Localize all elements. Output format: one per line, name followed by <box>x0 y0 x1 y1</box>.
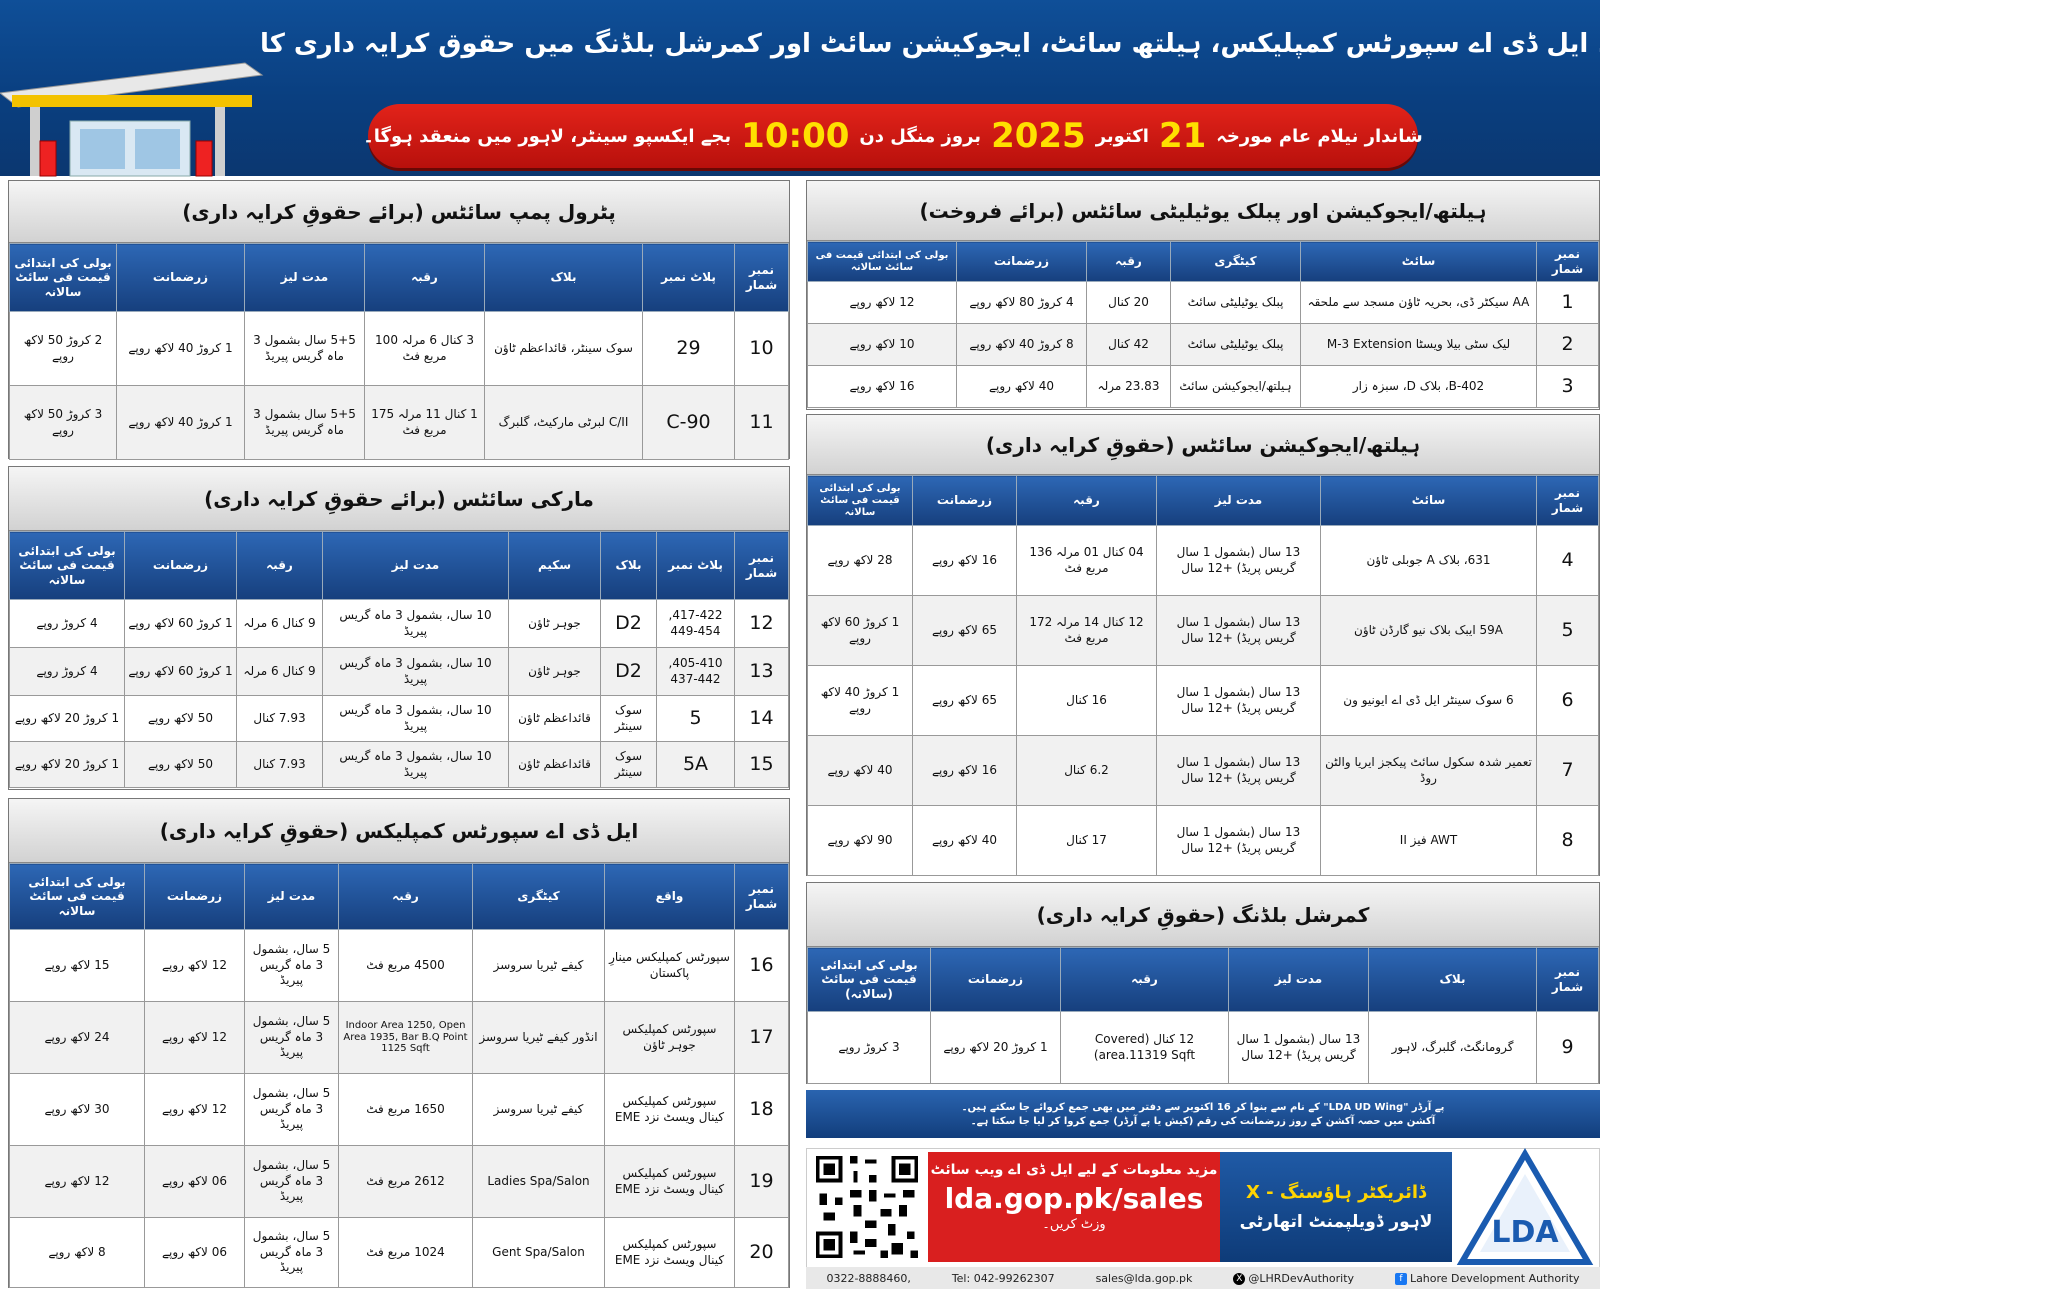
cell: 14 <box>735 696 789 742</box>
col-header: بولی کی ابتدائی قیمت فی سائٹ سالانہ <box>808 476 913 526</box>
cell: سپورٹس کمپلیکس جوہر ٹاؤن <box>605 1002 735 1074</box>
cell: 9 کنال 6 مرلہ <box>237 648 323 696</box>
col-header: نمبر شمار <box>1537 476 1599 526</box>
table-row <box>808 366 1599 408</box>
cell: 04 کنال 01 مرلہ 136 مربع فٹ <box>1017 526 1157 596</box>
health-education-table <box>807 475 1599 876</box>
contact-bar <box>806 1267 1600 1289</box>
auction-time: 10:00 <box>741 116 850 156</box>
cell: 9 <box>1537 1012 1599 1084</box>
auction-prefix: شاندار نیلام عام مورخہ <box>1216 125 1423 147</box>
cell: 65 لاکھ روپے <box>913 666 1017 736</box>
table-row <box>10 742 789 788</box>
cell: 13 سال (بشمول 1 سال گریس پریڈ) +12 سال <box>1229 1012 1369 1084</box>
panel-title: ہیلتھ/ایجوکیشن سائٹس (حقوقِ کرایہ داری) <box>807 415 1599 475</box>
commercial-table <box>807 947 1599 1084</box>
cell: 1 <box>1537 282 1599 324</box>
cell: AA سیکٹر ڈی، بحریہ ٹاؤن مسجد سے ملحقہ <box>1301 282 1537 324</box>
table-row <box>10 696 789 742</box>
cell: 12 لاکھ روپے <box>145 930 245 1002</box>
sports-complex-panel <box>8 798 790 1288</box>
table-row <box>10 930 789 1002</box>
cell: 12 <box>735 600 789 648</box>
x-handle-text: @LHRDevAuthority <box>1248 1271 1355 1285</box>
cell: سپورٹس کمپلیکس کینال ویسٹ نزد EME <box>605 1074 735 1146</box>
cell: پبلک یوٹیلیٹی سائٹ <box>1171 282 1301 324</box>
cell: انڈور کیفے ٹیریا سروسز <box>473 1002 605 1074</box>
cell: 1 کروڑ 40 لاکھ روپے <box>117 386 245 460</box>
col-header: نمبر شمار <box>1537 948 1599 1012</box>
facebook-page[interactable] <box>1395 1272 1580 1285</box>
col-header: بلاک <box>1369 948 1537 1012</box>
col-header: رقبہ <box>339 864 473 930</box>
cell: D2 <box>601 648 657 696</box>
x-icon: X <box>1233 1273 1245 1285</box>
cell: کیفے ٹیریا سروسز <box>473 930 605 1002</box>
col-header: زرضمانت <box>145 864 245 930</box>
cell: 7.93 کنال <box>237 742 323 788</box>
cell: تعمیر شدہ سکول سائٹ پیکجز ایریا والٹن روڈ <box>1321 736 1537 806</box>
table-header-row <box>10 864 789 930</box>
cell: 12 لاکھ روپے <box>808 282 957 324</box>
col-header: پلاٹ نمبر <box>643 244 735 312</box>
cell: 16 لاکھ روپے <box>913 736 1017 806</box>
cell: 10 سال، بشمول 3 ماہ گریس پیریڈ <box>323 600 509 648</box>
col-header: سائٹ <box>1321 476 1537 526</box>
cell: 13 سال (بشمول 1 سال گریس پریڈ) +12 سال <box>1157 736 1321 806</box>
x-handle[interactable] <box>1233 1272 1354 1285</box>
facebook-icon: f <box>1395 1273 1407 1285</box>
cell: 6.2 کنال <box>1017 736 1157 806</box>
table-row <box>10 1146 789 1218</box>
marquee-table <box>9 531 789 788</box>
table-header-row <box>808 948 1599 1012</box>
table-row <box>10 1074 789 1146</box>
cell: 30 لاکھ روپے <box>10 1074 145 1146</box>
cell: 417-422, 449-454 <box>657 600 735 648</box>
sports-table <box>9 863 789 1288</box>
cell: 40 لاکھ روپے <box>913 806 1017 876</box>
col-header: سائٹ <box>1301 242 1537 282</box>
cell: 3 کنال 6 مرلہ 100 مربع فٹ <box>365 312 485 386</box>
cell: 5 سال، بشمول 3 ماہ گریس پیریڈ <box>245 930 339 1002</box>
cell: 5 <box>1537 596 1599 666</box>
col-header: بولی کی ابتدائی قیمت فی سائٹ (سالانہ) <box>808 948 931 1012</box>
telephone-number[interactable]: Tel: 042-99262307 <box>951 1271 1055 1285</box>
panel-title: پٹرول پمپ سائٹس (برائے حقوقِ کرایہ داری) <box>9 181 789 243</box>
cell: 06 لاکھ روپے <box>145 1218 245 1288</box>
cell: 10 لاکھ روپے <box>808 324 957 366</box>
cell: 3 کروڑ 50 لاکھ روپے <box>10 386 117 460</box>
cell: 12 لاکھ روپے <box>145 1002 245 1074</box>
col-header: بولی کی ابتدائی قیمت فی سائٹ سالانہ <box>10 532 125 600</box>
table-row <box>808 596 1599 666</box>
cell: 7 <box>1537 736 1599 806</box>
cell: 20 <box>735 1218 789 1288</box>
cell: 12 لاکھ روپے <box>145 1074 245 1146</box>
qr-code-icon[interactable] <box>812 1152 922 1262</box>
cell: 8 لاکھ روپے <box>10 1218 145 1288</box>
panel-title: مارکی سائٹس (برائے حقوقِ کرایہ داری) <box>9 467 789 531</box>
col-header: نمبر شمار <box>1537 242 1599 282</box>
cell: 4500 مربع فٹ <box>339 930 473 1002</box>
cell: 16 کنال <box>1017 666 1157 736</box>
cell: 11 <box>735 386 789 460</box>
cell: 4 <box>1537 526 1599 596</box>
cell: 1 کروڑ 60 لاکھ روپے <box>125 648 237 696</box>
website-prompt: مزید معلومات کے لیے ایل ڈی اے ویب سائٹ <box>930 1162 1218 1178</box>
cell: 13 <box>735 648 789 696</box>
health-public-utility-panel <box>806 180 1600 410</box>
col-header: مدت لیز <box>245 244 365 312</box>
cell: Ladies Spa/Salon <box>473 1146 605 1218</box>
cell: 5 سال، بشمول 3 ماہ گریس پیریڈ <box>245 1146 339 1218</box>
cell: 5A <box>657 742 735 788</box>
cell: 1024 مربع فٹ <box>339 1218 473 1288</box>
cell: قائداعظم ٹاؤن <box>509 696 601 742</box>
col-header: مدت لیز <box>323 532 509 600</box>
cell: 40 لاکھ روپے <box>808 736 913 806</box>
table-header-row <box>808 476 1599 526</box>
banner-title: پیٹرول پمپ سائٹس، مارکی سائٹس، ایل ڈی اے سپورٹس کمپلیکس، ہیلتھ سائٹ، ایجوکیشن سائٹ اور کمرشل بلڈنگ میں حقوق کرایہ داری کا <box>260 29 2061 59</box>
director-box <box>1220 1152 1452 1262</box>
cell: 4 کروڑ روپے <box>10 648 125 696</box>
cell: سوک سینٹر <box>601 696 657 742</box>
cell: 4 کروڑ 80 لاکھ روپے <box>957 282 1087 324</box>
cell: 402-B، بلاک D، سبزہ زار <box>1301 366 1537 408</box>
cell: 17 <box>735 1002 789 1074</box>
table-row <box>10 600 789 648</box>
cell: 28 لاکھ روپے <box>808 526 913 596</box>
col-header: نمبر شمار <box>735 864 789 930</box>
table-row <box>10 386 789 460</box>
col-header: زرضمانت <box>931 948 1061 1012</box>
cell: 1 کروڑ 40 لاکھ روپے <box>808 666 913 736</box>
table-row <box>808 526 1599 596</box>
col-header: رقبہ <box>1087 242 1171 282</box>
cell: 13 سال (بشمول 1 سال گریس پریڈ) +12 سال <box>1157 526 1321 596</box>
cell: 4 کروڑ روپے <box>10 600 125 648</box>
note-line-2: آکشن میں حصہ آکشن کے روز زرضمانت کی رقم (کیش یا پے آرڈر) جمع کروا کر لیا جا سکتا ہے۔ <box>970 1115 1436 1127</box>
cell: 16 <box>735 930 789 1002</box>
email-address[interactable]: sales@lda.gop.pk <box>1095 1271 1193 1285</box>
note-line-1: پے آرڈر "LDA UD Wing" کے نام سے بنوا کر 16 اکتوبر سے دفتر میں بھی جمع کروائے جا سکتے ہیں۔ <box>961 1101 1445 1113</box>
cell: 29 <box>643 312 735 386</box>
cell: 2 <box>1537 324 1599 366</box>
table-row <box>10 1002 789 1074</box>
table-row <box>808 282 1599 324</box>
cell: 5 سال، بشمول 3 ماہ گریس پیریڈ <box>245 1002 339 1074</box>
cell: 10 <box>735 312 789 386</box>
cell: 19 <box>735 1146 789 1218</box>
auction-day-text: بروز منگل دن <box>859 125 982 147</box>
col-header: رقبہ <box>1017 476 1157 526</box>
cell: سوک سینٹر، قائداعظم ٹاؤن <box>485 312 643 386</box>
cell: 18 <box>735 1074 789 1146</box>
website-visit: وزٹ کریں۔ <box>1042 1217 1106 1232</box>
cell: ہیلتھ/ایجوکیشن سائٹ <box>1171 366 1301 408</box>
website-box <box>928 1152 1220 1262</box>
cell: 06 لاکھ روپے <box>145 1146 245 1218</box>
table-row <box>808 736 1599 806</box>
cell: 1650 مربع فٹ <box>339 1074 473 1146</box>
director-title: ڈائریکٹر ہاؤسنگ - X <box>1245 1182 1427 1203</box>
col-header: نمبر شمار <box>735 244 789 312</box>
cell: 50 لاکھ روپے <box>125 696 237 742</box>
panel-title: ہیلتھ/ایجوکیشن اور پبلک یوٹیلیٹی سائٹس (برائے فروخت) <box>807 181 1599 241</box>
cell: 6 <box>1537 666 1599 736</box>
col-header: پلاٹ نمبر <box>657 532 735 600</box>
table-row <box>10 312 789 386</box>
cell: 13 سال (بشمول 1 سال گریس پریڈ) +12 سال <box>1157 806 1321 876</box>
cell: 13 سال (بشمول 1 سال گریس پریڈ) +12 سال <box>1157 666 1321 736</box>
cell: گرومانگٹ، گلبرگ، لاہور <box>1369 1012 1537 1084</box>
col-header: بولی کی ابتدائی قیمت فی سائٹ سالانہ <box>808 242 957 282</box>
auction-date-bar <box>363 104 1423 168</box>
cell: D2 <box>601 600 657 648</box>
cell: 5+5 سال بشمول 3 ماہ گریس پیریڈ <box>245 386 365 460</box>
petrol-table <box>9 243 789 460</box>
cell: C/II لبرٹی مارکیٹ، گلبرگ <box>485 386 643 460</box>
cell: 1 کروڑ 20 لاکھ روپے <box>10 742 125 788</box>
cell: لیک سٹی بیلا ویسٹا M-3 Extension <box>1301 324 1537 366</box>
auction-month: اکتوبر <box>1095 125 1149 147</box>
cell: سپورٹس کمپلیکس کینال ویسٹ نزد EME <box>605 1218 735 1288</box>
col-header: زرضمانت <box>125 532 237 600</box>
cell: 2612 مربع فٹ <box>339 1146 473 1218</box>
table-row <box>808 1012 1599 1084</box>
col-header: مدت لیز <box>1229 948 1369 1012</box>
cell: جوہر ٹاؤن <box>509 600 601 648</box>
cell: 1 کروڑ 20 لاکھ روپے <box>10 696 125 742</box>
col-header: مدت لیز <box>245 864 339 930</box>
cell: 5 سال، بشمول 3 ماہ گریس پیریڈ <box>245 1218 339 1288</box>
auction-date-text <box>363 104 1423 168</box>
col-header: زرضمانت <box>957 242 1087 282</box>
cell: 5 سال، بشمول 3 ماہ گریس پیریڈ <box>245 1074 339 1146</box>
notes-bar <box>806 1090 1600 1138</box>
cell: سپورٹس کمپلیکس کینال ویسٹ نزد EME <box>605 1146 735 1218</box>
cell: پبلک یوٹیلیٹی سائٹ <box>1171 324 1301 366</box>
cell: 631، بلاک A جوبلی ٹاؤن <box>1321 526 1537 596</box>
table-header-row <box>10 532 789 600</box>
phone-number[interactable]: 0322-8888460, <box>826 1271 911 1285</box>
logo-text: LDA <box>1491 1215 1559 1250</box>
cell: 3 کروڑ روپے <box>808 1012 931 1084</box>
col-header: کیٹگری <box>473 864 605 930</box>
cell: 16 لاکھ روپے <box>808 366 957 408</box>
auction-year: 2025 <box>991 116 1086 156</box>
cell: 405-410, 437-442 <box>657 648 735 696</box>
table-row <box>808 324 1599 366</box>
cell: 15 <box>735 742 789 788</box>
cell: 1 کروڑ 40 لاکھ روپے <box>117 312 245 386</box>
cell: 40 لاکھ روپے <box>957 366 1087 408</box>
col-header: واقع <box>605 864 735 930</box>
lda-logo-icon <box>1458 1150 1592 1266</box>
cell: 24 لاکھ روپے <box>10 1002 145 1074</box>
cell: 42 کنال <box>1087 324 1171 366</box>
cell: 3 <box>1537 366 1599 408</box>
cell: 10 سال، بشمول 3 ماہ گریس پیریڈ <box>323 696 509 742</box>
cell: 1 کنال 11 مرلہ 175 مربع فٹ <box>365 386 485 460</box>
top-banner <box>0 0 2061 176</box>
cell: 17 کنال <box>1017 806 1157 876</box>
facebook-page-text: Lahore Development Authority <box>1409 1271 1580 1285</box>
commercial-building-panel <box>806 882 1600 1084</box>
cell: 7.93 کنال <box>237 696 323 742</box>
cell: 2 کروڑ 50 لاکھ روپے <box>10 312 117 386</box>
cell: Gent Spa/Salon <box>473 1218 605 1288</box>
col-header: زرضمانت <box>913 476 1017 526</box>
cell: 5+5 سال بشمول 3 ماہ گریس پیریڈ <box>245 312 365 386</box>
authority-name: لاہور ڈویلپمنٹ اتھارٹی <box>1239 1212 1433 1232</box>
col-header: سکیم <box>509 532 601 600</box>
cell: 8 کروڑ 40 لاکھ روپے <box>957 324 1087 366</box>
cell: سپورٹس کمپلیکس مینارِ پاکستان <box>605 930 735 1002</box>
cell: 13 سال (بشمول 1 سال گریس پریڈ) +12 سال <box>1157 596 1321 666</box>
col-header: نمبر شمار <box>735 532 789 600</box>
petrol-station-illustration <box>0 55 270 176</box>
cell: 50 لاکھ روپے <box>125 742 237 788</box>
col-header: بلاک <box>601 532 657 600</box>
col-header: رقبہ <box>1061 948 1229 1012</box>
cell: 12 لاکھ روپے <box>10 1146 145 1218</box>
table-header-row <box>10 244 789 312</box>
cell: 90-C <box>643 386 735 460</box>
cell: 8 <box>1537 806 1599 876</box>
table-row <box>808 666 1599 736</box>
health-education-panel <box>806 414 1600 876</box>
panel-title: کمرشل بلڈنگ (حقوقِ کرایہ داری) <box>807 883 1599 947</box>
cell: Indoor Area 1250, Open Area 1935, Bar B.Q Point 1125 Sqft <box>339 1002 473 1074</box>
cell: جوہر ٹاؤن <box>509 648 601 696</box>
col-header: بولی کی ابتدائی قیمت فی سائٹ سالانہ <box>10 244 117 312</box>
health-public-table <box>807 241 1599 408</box>
cell: AWT فیز II <box>1321 806 1537 876</box>
cell: 10 سال، بشمول 3 ماہ گریس پیریڈ <box>323 648 509 696</box>
cell: 9 کنال 6 مرلہ <box>237 600 323 648</box>
col-header: بلاک <box>485 244 643 312</box>
cell: 10 سال، بشمول 3 ماہ گریس پیریڈ <box>323 742 509 788</box>
table-row <box>10 648 789 696</box>
cell: 65 لاکھ روپے <box>913 596 1017 666</box>
cell: قائداعظم ٹاؤن <box>509 742 601 788</box>
marquee-panel <box>8 466 790 790</box>
website-url-link[interactable]: lda.gop.pk/sales <box>944 1182 1204 1215</box>
col-header: بولی کی ابتدائی قیمت فی سائٹ سالانہ <box>10 864 145 930</box>
cell: سوک سینٹر <box>601 742 657 788</box>
cell: کیفے ٹیریا سروسز <box>473 1074 605 1146</box>
panel-title: ایل ڈی اے سپورٹس کمپلیکس (حقوقِ کرایہ داری) <box>9 799 789 863</box>
cell: 23.83 مرلہ <box>1087 366 1171 408</box>
table-row <box>808 806 1599 876</box>
cell: 5 <box>657 696 735 742</box>
col-header: رقبہ <box>365 244 485 312</box>
auction-suffix: بجے ایکسپو سینٹر، لاہور میں منعقد ہوگا۔ <box>363 125 732 147</box>
cell: 12 کنال 14 مرلہ 172 مربع فٹ <box>1017 596 1157 666</box>
cell: 6 سوک سینٹر ایل ڈی اے ایونیو ون <box>1321 666 1537 736</box>
table-row <box>10 1218 789 1288</box>
cell: 1 کروڑ 60 لاکھ روپے <box>125 600 237 648</box>
cell: 1 کروڑ 60 لاکھ روپے <box>808 596 913 666</box>
table-header-row <box>808 242 1599 282</box>
cell: 59A ایبک بلاک نیو گارڈن ٹاؤن <box>1321 596 1537 666</box>
cell: 90 لاکھ روپے <box>808 806 913 876</box>
auction-day: 21 <box>1158 116 1207 156</box>
col-header: رقبہ <box>237 532 323 600</box>
col-header: مدت لیز <box>1157 476 1321 526</box>
cell: 12 کنال (Covered area.11319 Sqft) <box>1061 1012 1229 1084</box>
cell: 1 کروڑ 20 لاکھ روپے <box>931 1012 1061 1084</box>
col-header: زرضمانت <box>117 244 245 312</box>
cell: 15 لاکھ روپے <box>10 930 145 1002</box>
cell: 16 لاکھ روپے <box>913 526 1017 596</box>
petrol-pump-panel <box>8 180 790 459</box>
cell: 20 کنال <box>1087 282 1171 324</box>
col-header: کیٹگری <box>1171 242 1301 282</box>
